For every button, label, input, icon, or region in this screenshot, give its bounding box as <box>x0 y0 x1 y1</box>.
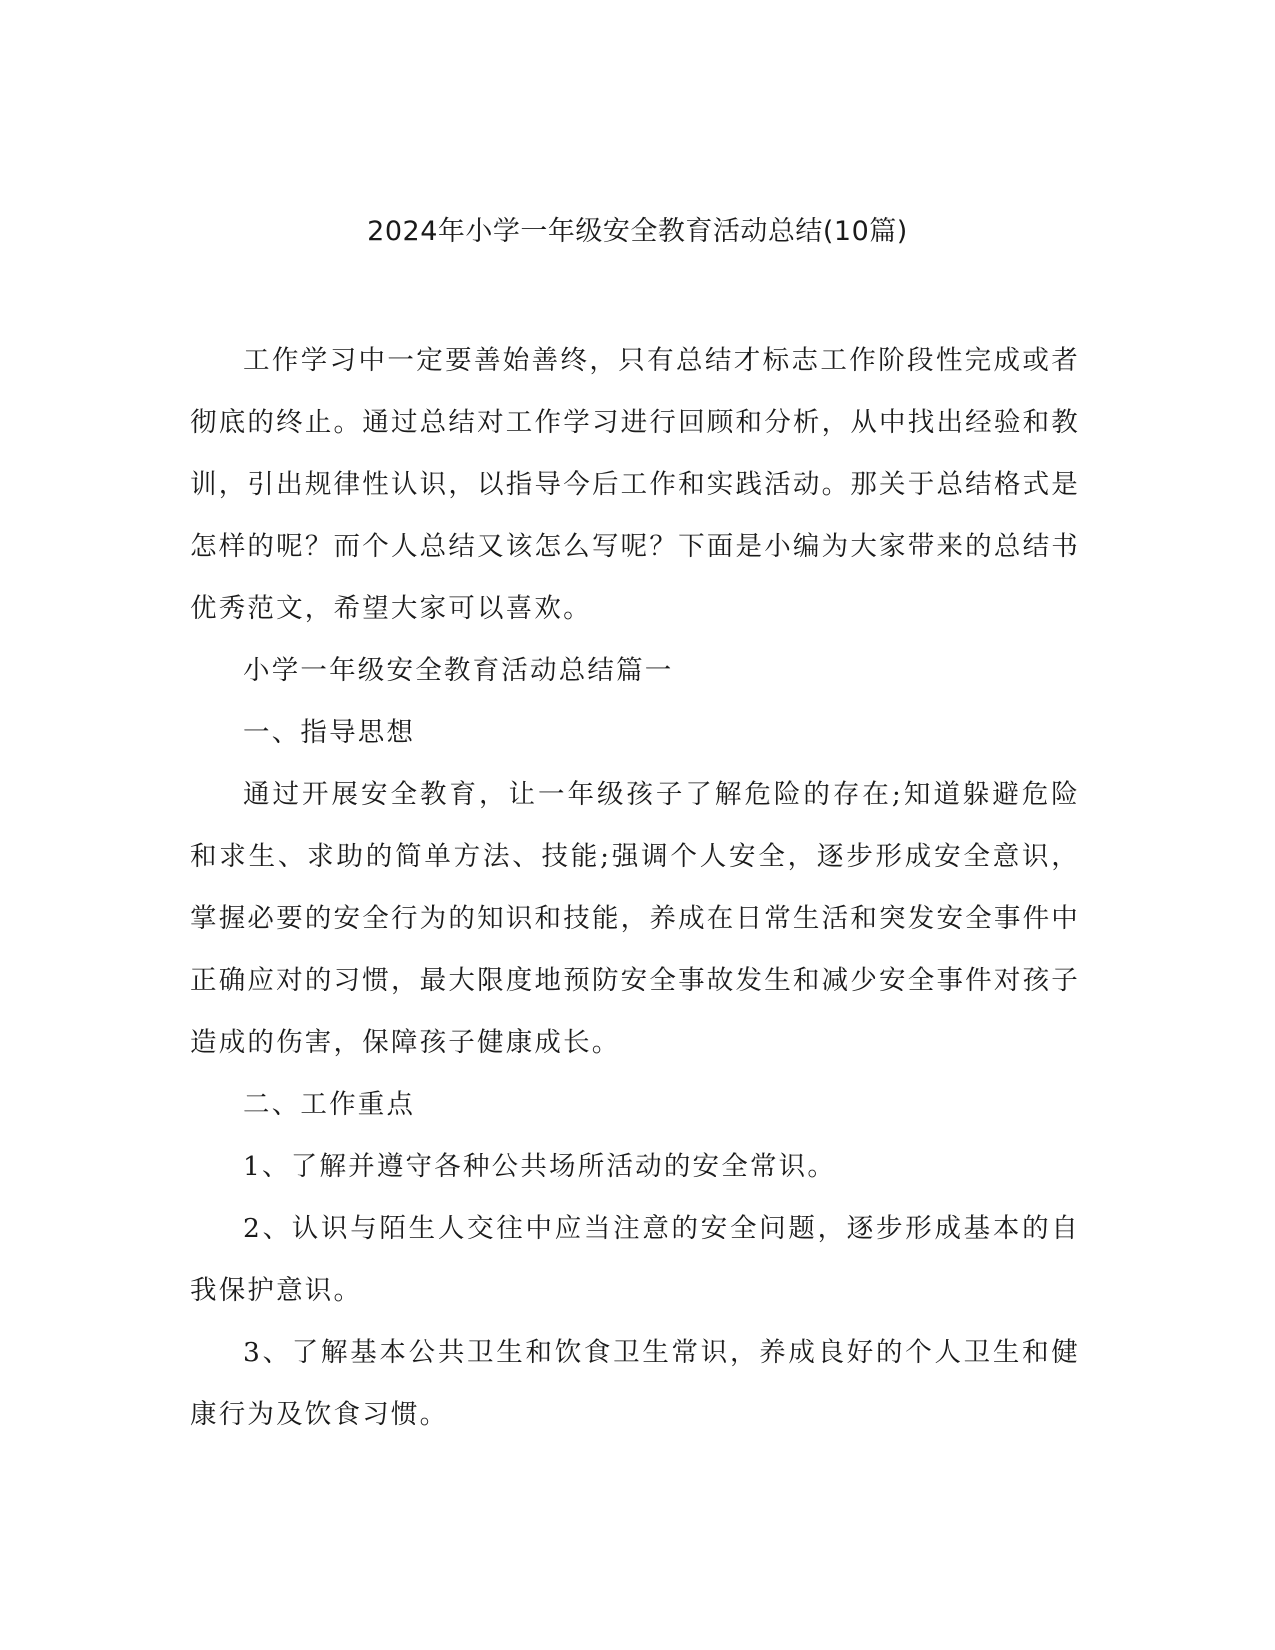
work-focus-item-2: 2、认识与陌生人交往中应当注意的安全问题，逐步形成基本的自我保护意识。 <box>190 1213 1080 1306</box>
intro-paragraph: 工作学习中一定要善始善终，只有总结才标志工作阶段性完成或者彻底的终止。通过总结对工作学习进行回顾和分析，从中找出经验和教训，引出规律性认识，以指导今后工作和实践活动。那关于总结格式是怎样的呢？而个人总结又该怎么写呢？下面是小编为大家带来的总结书优秀范文，希望大家可以喜欢。 <box>190 345 1080 624</box>
heading-guiding-thought: 一、指导思想 <box>243 717 416 748</box>
guiding-thought-paragraph: 通过开展安全教育，让一年级孩子了解危险的存在;知道躲避危险和求生、求助的简单方法、技能;强调个人安全，逐步形成安全意识，掌握必要的安全行为的知识和技能，养成在日常生活和突发安全事件中正确应对的习惯，最大限度地预防安全事故发生和减少安全事件对孩子造成的伤害，保障孩子健康成长。 <box>190 779 1080 1058</box>
work-focus-item-1: 1、了解并遵守各种公共场所活动的安全常识。 <box>243 1151 837 1182</box>
document-title: 2024年小学一年级安全教育活动总结(10篇) <box>367 216 908 247</box>
heading-work-focus: 二、工作重点 <box>243 1089 416 1120</box>
document-body <box>190 330 1080 1446</box>
section-heading-article-one: 小学一年级安全教育活动总结篇一 <box>243 655 674 686</box>
work-focus-item-3: 3、了解基本公共卫生和饮食卫生常识，养成良好的个人卫生和健康行为及饮食习惯。 <box>190 1337 1080 1430</box>
